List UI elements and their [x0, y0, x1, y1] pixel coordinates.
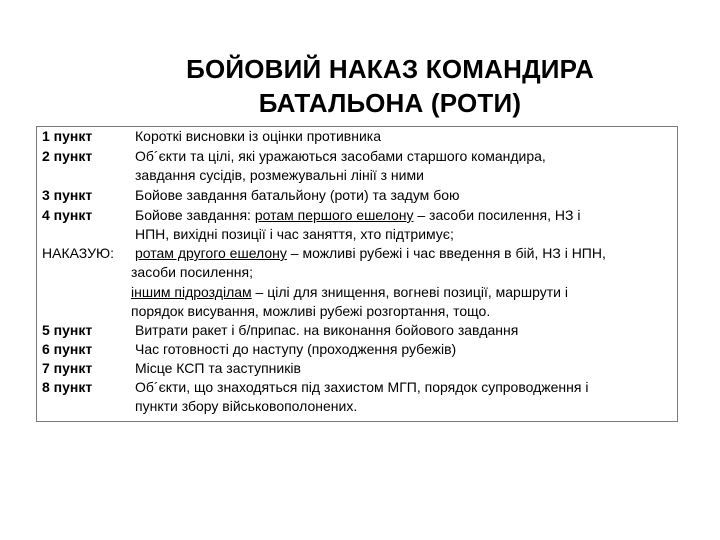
label-order: НАКАЗУЮ:	[42, 245, 115, 261]
label-point-2: 2 пункт	[42, 148, 93, 164]
item-point-8-line-2: пункти збору військовополонених.	[135, 398, 358, 414]
order-line-2: засоби посилення;	[131, 264, 253, 280]
other-units: іншим підрозділам	[131, 284, 252, 300]
item-point-6: Час готовності до наступу (проходження рубежів)	[135, 341, 457, 357]
label-point-5: 5 пункт	[42, 322, 93, 338]
first-echelon-companies: ротам першого ешелону	[254, 207, 414, 223]
item-point-2-line-2: завдання сусідів, розмежувальні лінії з ними	[135, 167, 424, 183]
label-point-4: 4 пункт	[42, 207, 93, 223]
item-point-1: Короткі висновки із оцінки противника	[135, 128, 381, 144]
item-point-8-line-1: Об´єкти, що знаходяться під захистом МГП, порядок супроводження і	[135, 379, 589, 395]
label-point-3: 3 пункт	[42, 187, 93, 203]
order-line-3-suffix: – цілі для знищення, вогневі позиції, маршрути і	[251, 284, 568, 300]
title-line-1: БОЙОВИЙ НАКАЗ КОМАНДИРА	[186, 54, 594, 84]
item-point-5: Витрати ракет і б/припас. на виконання бойового завдання	[135, 322, 519, 338]
item-point-7: Місце КСП та заступників	[135, 360, 301, 376]
label-point-6: 6 пункт	[42, 341, 93, 357]
item-point-4-suffix: – засоби посилення, НЗ і	[413, 207, 581, 223]
order-line-1-suffix: – можливі рубежі і час введення в бій, НЗ і НПН,	[286, 245, 606, 261]
item-point-4-prefix: Бойове завдання:	[135, 207, 255, 223]
item-point-4-line-1	[135, 206, 580, 224]
order-line-4: порядок висування, можливі рубежі розгортання, тощо.	[131, 303, 491, 319]
order-line-3	[131, 283, 568, 301]
label-point-7: 7 пункт	[42, 360, 93, 376]
item-point-4-line-2: НПН, вихідні позиції і час заняття, хто підтримує;	[135, 226, 454, 242]
order-line-1	[135, 244, 606, 262]
title-line-2: БАТАЛЬОНА (РОТИ)	[258, 88, 522, 118]
item-point-3: Бойове завдання батальйону (роти) та задум бою	[135, 187, 460, 203]
page-title	[110, 52, 670, 120]
label-point-8: 8 пункт	[42, 379, 93, 395]
label-point-1: 1 пункт	[42, 128, 93, 144]
item-point-2-line-1: Об´єкти та цілі, які уражаються засобами старшого командира,	[135, 148, 546, 164]
second-echelon-companies: ротам другого ешелону	[135, 245, 287, 261]
